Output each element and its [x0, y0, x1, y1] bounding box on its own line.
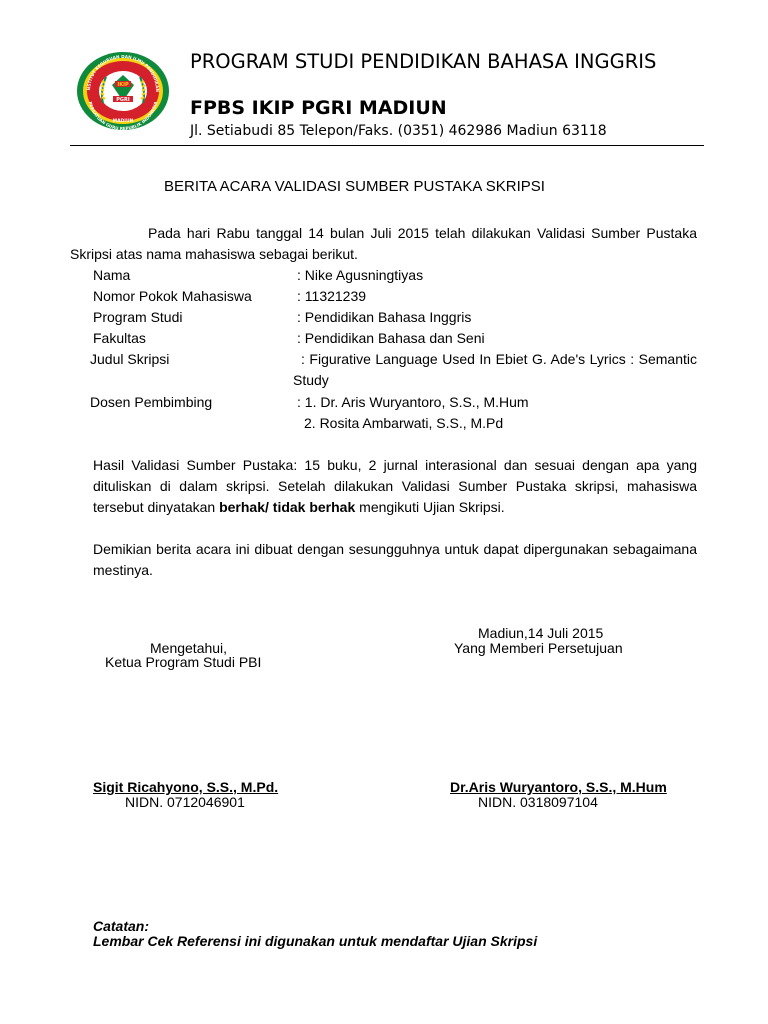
- field-value-judul: : Figurative Language Used In Ebiet G. Ade's Lyrics : Semantic Study: [293, 351, 697, 388]
- header-divider: [70, 145, 704, 146]
- field-label-dosen: Dosen Pembimbing: [90, 394, 213, 410]
- result-text-before: Hasil Validasi Sumber Pustaka: 15 buku, 2 jurnal interasional dan sesuai dengan apa yang dituliskan di dalam skripsi. Setelah dilakukan Validasi Sumber Pustaka skripsi, mahasiswa tersebut dinyatakan: [93, 457, 697, 515]
- left-signer-nidn: NIDN. 0712046901: [125, 794, 245, 810]
- logo-city-text: MADIUN: [112, 119, 134, 124]
- field-value-dosen-2: 2. Rosita Ambarwati, S.S., M.Pd: [304, 415, 504, 431]
- field-label-fakultas: Fakultas: [93, 330, 146, 346]
- field-value-dosen-1: : 1. Dr. Aris Wuryantoro, S.S., M.Hum: [297, 394, 529, 410]
- field-value-prodi: : Pendidikan Bahasa Inggris: [297, 309, 472, 325]
- field-value-nama: : Nike Agusningtiyas: [297, 267, 424, 283]
- institution-address: Jl. Setiabudi 85 Telepon/Faks. (0351) 462986 Madiun 63118: [190, 123, 607, 139]
- document-title: BERITA ACARA VALIDASI SUMBER PUSTAKA SKRIPSI: [164, 178, 545, 195]
- right-signer-name: Dr.Aris Wuryantoro, S.S., M.Hum: [450, 779, 667, 795]
- program-name: PROGRAM STUDI PENDIDIKAN BAHASA INGGRIS: [190, 50, 657, 73]
- right-signature-caption: Yang Memberi Persetujuan: [454, 640, 623, 656]
- signature-date: Madiun,14 Juli 2015: [478, 625, 604, 641]
- result-paragraph: [93, 455, 697, 518]
- right-signer-nidn: NIDN. 0318097104: [478, 794, 598, 810]
- field-label-prodi: Program Studi: [93, 309, 183, 325]
- left-signer-name: Sigit Ricahyono, S.S., M.Pd.: [93, 779, 279, 795]
- field-value-fakultas: : Pendidikan Bahasa dan Seni: [297, 330, 485, 346]
- logo-bottom-text: PERSATUAN GURU REPUBLIK INDONESIA: [87, 101, 159, 131]
- intro-paragraph: Pada hari Rabu tanggal 14 bulan Juli 2015 telah dilakukan Validasi Sumber Pustaka Skripsi atas nama mahasiswa sebagai berikut.: [70, 225, 697, 262]
- left-signature-caption: Mengetahui,: [150, 640, 228, 656]
- field-label-judul: Judul Skripsi: [90, 351, 170, 367]
- logo-banner-text: PGRI: [116, 97, 130, 103]
- logo-top-text: NSTITUT KEGURUAN DAN ILMU PENDIDIKAN: [85, 53, 161, 93]
- result-text-after: mengikuti Ujian Skripsi.: [355, 499, 505, 515]
- institution-name: FPBS IKIP PGRI MADIUN: [190, 97, 447, 119]
- field-label-npm: Nomor Pokok Mahasiswa: [93, 288, 252, 304]
- note-text: Lembar Cek Referensi ini digunakan untuk mendaftar Ujian Skripsi: [93, 933, 538, 949]
- closing-paragraph: Demikian berita acara ini dibuat dengan sesungguhnya untuk dapat dipergunakan sebagaimana mestinya.: [93, 541, 697, 578]
- ikip-pgri-logo: [76, 51, 170, 131]
- left-signature-role: Ketua Program Studi PBI: [105, 654, 262, 670]
- note-label: Catatan:: [93, 918, 150, 934]
- logo-center-text: IKIP: [117, 82, 129, 88]
- field-value-npm: : 11321239: [297, 288, 367, 304]
- field-label-nama: Nama: [93, 267, 131, 283]
- result-eligibility: berhak/ tidak berhak: [219, 499, 356, 515]
